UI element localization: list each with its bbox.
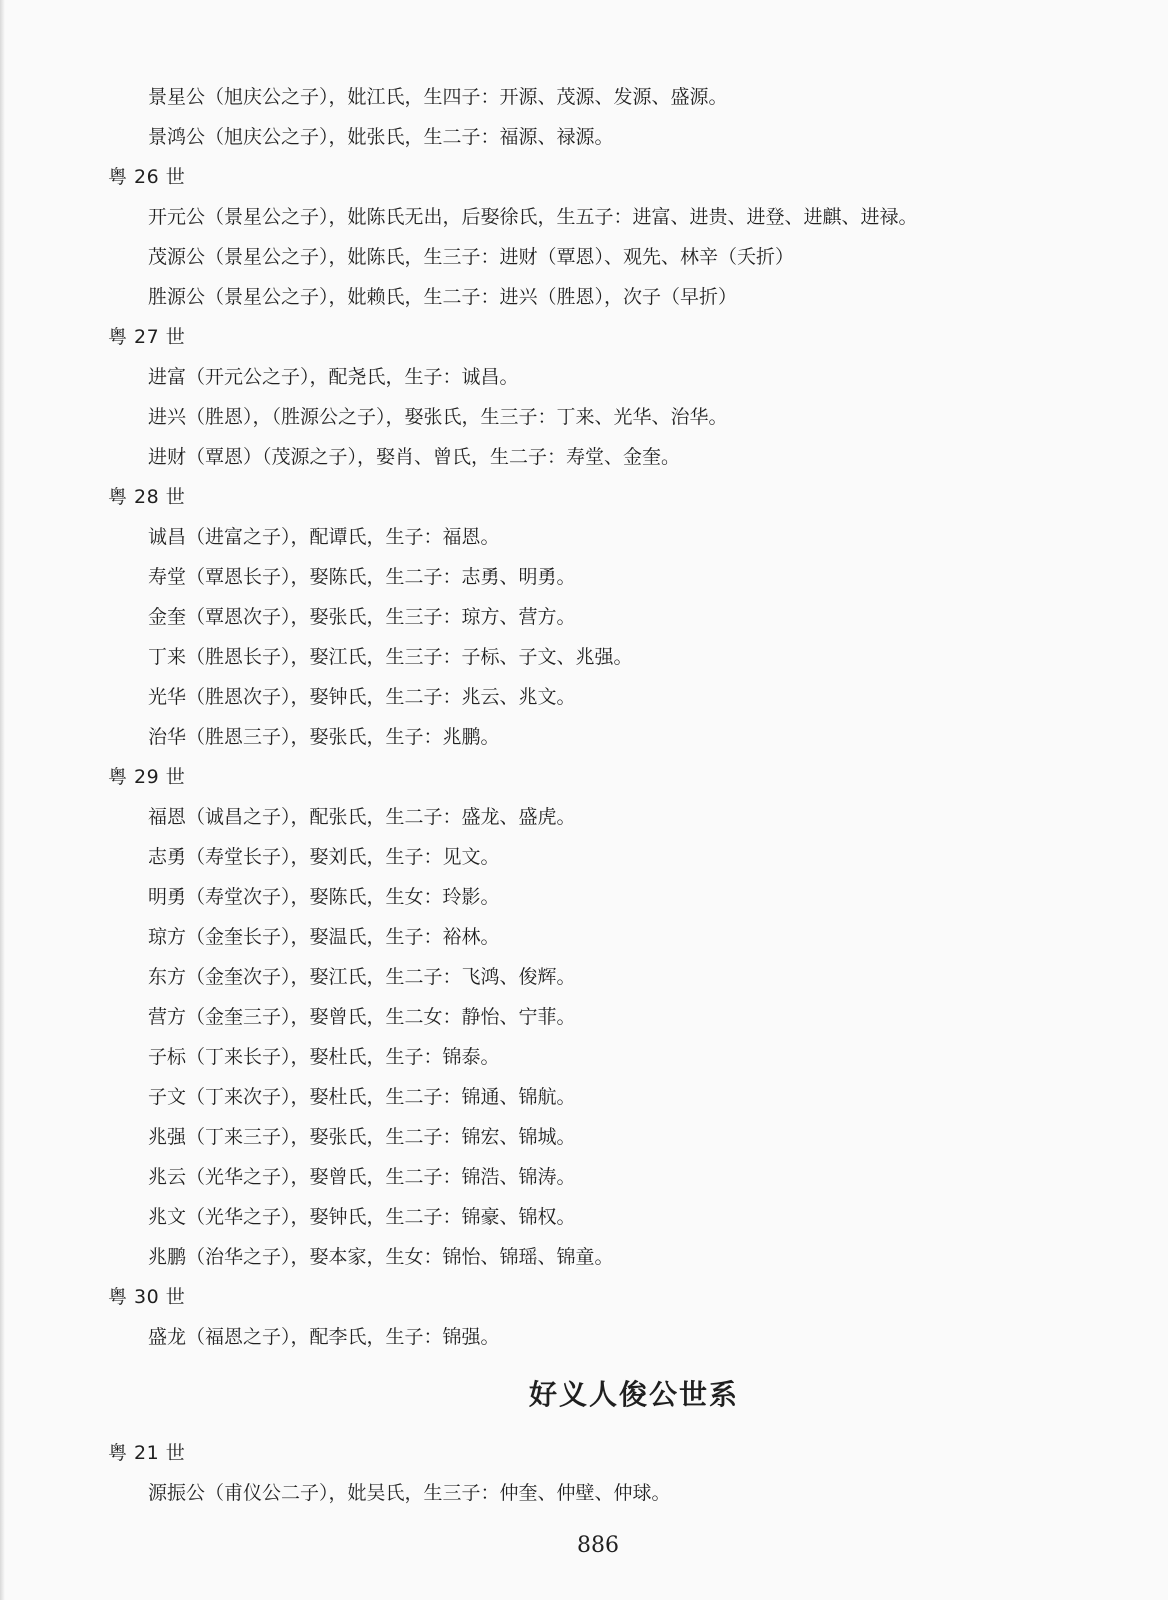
genealogy-entry: 光华（胜恩次子），娶钟氏，生二子：兆云、兆文。 [148,686,576,708]
page-content [0,77,1168,1513]
genealogy-entry: 进富（开元公之子），配尧氏，生子：诚昌。 [148,366,519,388]
genealogy-entry: 开元公（景星公之子），妣陈氏无出，后娶徐氏，生五子：进富、进贵、进登、进麒、进禄。 [148,206,918,228]
genealogy-entry: 兆鹏（治华之子），娶本家，生女：锦怡、锦瑶、锦童。 [148,1246,614,1268]
genealogy-entry: 景鸿公（旭庆公之子），妣张氏，生二子：福源、禄源。 [148,126,614,148]
genealogy-entry: 景星公（旭庆公之子），妣江氏，生四子：开源、茂源、发源、盛源。 [148,86,728,108]
genealogy-entry: 进财（覃恩）（茂源之子），娶肖、曾氏，生二子：寿堂、金奎。 [148,446,681,468]
genealogy-entry: 茂源公（景星公之子），妣陈氏，生三子：进财（覃恩）、观先、林辛（夭折） [148,246,795,268]
generation-heading: 粤 21 世 [108,1442,186,1464]
genealogy-entry: 营方（金奎三子），娶曾氏，生二女：静怡、宁菲。 [148,1006,576,1028]
genealogy-entry: 进兴（胜恩），（胜源公之子），娶张氏，生三子：丁来、光华、治华。 [148,406,728,428]
genealogy-entry: 金奎（覃恩次子），娶张氏，生三子：琼方、营方。 [148,606,576,628]
page-number: 886 [577,1533,619,1558]
genealogy-entry: 福恩（诚昌之子），配张氏，生二子：盛龙、盛虎。 [148,806,576,828]
generation-heading: 粤 27 世 [108,326,186,348]
genealogy-entry: 子文（丁来次子），娶杜氏，生二子：锦通、锦航。 [148,1086,576,1108]
generation-heading: 粤 28 世 [108,486,186,508]
genealogy-entry: 兆强（丁来三子），娶张氏，生二子：锦宏、锦城。 [148,1126,576,1148]
genealogy-entry: 琼方（金奎长子），娶温氏，生子：裕林。 [148,926,500,948]
genealogy-entry: 盛龙（福恩之子），配李氏，生子：锦强。 [148,1326,500,1348]
generation-heading: 粤 26 世 [108,166,186,188]
genealogy-entry: 源振公（甫仪公二子），妣吴氏，生三子：仲奎、仲壁、仲球。 [148,1482,671,1504]
generation-heading: 粤 30 世 [108,1286,186,1308]
genealogy-entry: 兆文（光华之子），娶钟氏，生二子：锦豪、锦权。 [148,1206,576,1228]
genealogy-entry: 丁来（胜恩长子），娶江氏，生三子：子标、子文、兆强。 [148,646,633,668]
genealogy-entry: 胜源公（景星公之子），妣赖氏，生二子：进兴（胜恩），次子（早折） [148,286,738,308]
generation-heading: 粤 29 世 [108,766,186,788]
genealogy-entry: 诚昌（进富之子），配谭氏，生子：福恩。 [148,526,500,548]
genealogy-entry: 寿堂（覃恩长子），娶陈氏，生二子：志勇、明勇。 [148,566,576,588]
genealogy-entry: 兆云（光华之子），娶曾氏，生二子：锦浩、锦涛。 [148,1166,576,1188]
genealogy-entry: 志勇（寿堂长子），娶刘氏，生子：见文。 [148,846,500,868]
genealogy-entry: 东方（金奎次子），娶江氏，生二子：飞鸿、俊辉。 [148,966,576,988]
genealogy-entry: 明勇（寿堂次子），娶陈氏，生女：玲影。 [148,886,500,908]
genealogy-entry: 治华（胜恩三子），娶张氏，生子：兆鹏。 [148,726,500,748]
genealogy-entry: 子标（丁来长子），娶杜氏，生子：锦泰。 [148,1046,500,1068]
section-title: 好义人俊公世系 [528,1378,739,1411]
